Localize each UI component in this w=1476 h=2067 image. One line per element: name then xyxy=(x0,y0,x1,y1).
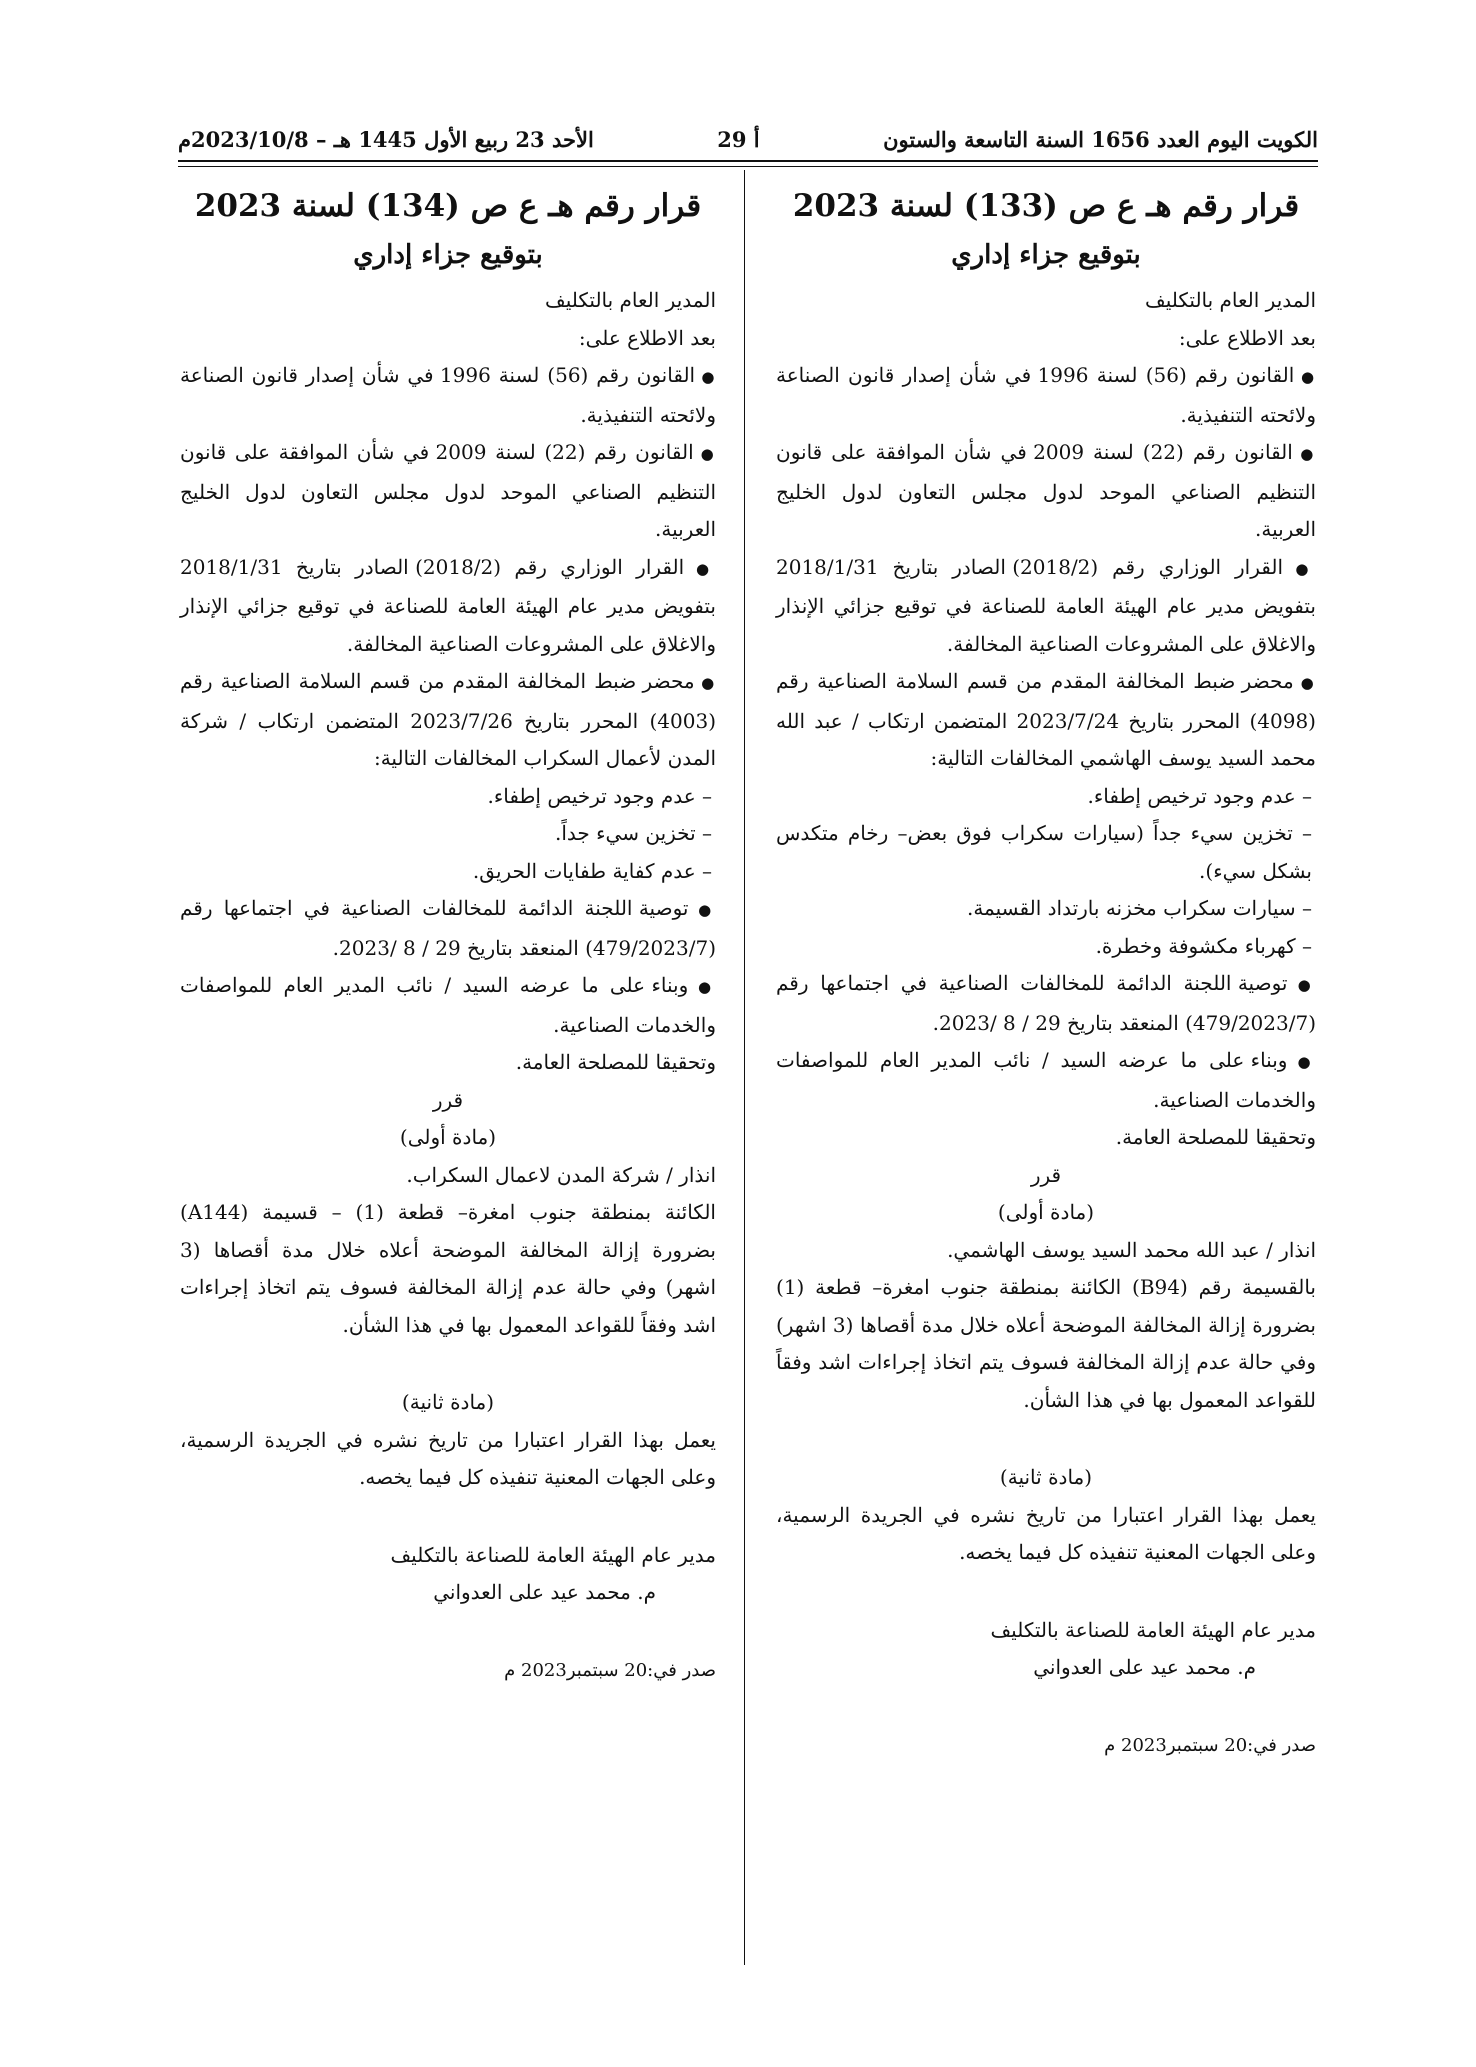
warning-line: انذار / عبد الله محمد السيد يوسف الهاشمي. xyxy=(947,1237,1316,1262)
article-2-text: يعمل بهذا القرار اعتبارا من تاريخ نشره في الجريدة الرسمية، وعلى الجهات المعنية تنفيذه كل فيما يخصه. xyxy=(776,1502,1317,1564)
list-item: ● القانون رقم (22) لسنة 2009 في شأن الموافقة على قانون التنظيم الصناعي الموحد لدول مجلس التعاون لدول الخليج العربية. xyxy=(180,434,716,549)
header-rule xyxy=(178,160,1318,162)
decision-subtitle: بتوقيع جزاء إداري xyxy=(353,240,543,270)
violation-item: – تخزين سيء جداً (سيارات سكراب فوق بعض– رخام متكدس بشكل سيء). xyxy=(776,815,1316,890)
decided-label: قرر xyxy=(432,1087,464,1112)
decision-133 xyxy=(776,180,1316,1764)
decision-title: قرار رقم هـ ع ص (133) لسنة 2023 xyxy=(792,188,1300,224)
article-1-label: (مادة أولى) xyxy=(997,1200,1095,1224)
article-2-label: (مادة ثانية) xyxy=(999,1465,1093,1489)
violation-item: – عدم وجود ترخيص إطفاء. xyxy=(776,778,1316,816)
after-review: بعد الاطلاع على: xyxy=(578,325,716,350)
decision-title: قرار رقم هـ ع ص (134) لسنة 2023 xyxy=(194,188,702,224)
signer-title: مدير عام الهيئة العامة للصناعة بالتكليف xyxy=(390,1542,716,1567)
list-item: ● وبناء على ما عرضه السيد / نائب المدير العام للمواصفات والخدمات الصناعية. xyxy=(776,1042,1316,1119)
article-1-label: (مادة أولى) xyxy=(399,1125,497,1149)
violation-item: – عدم وجود ترخيص إطفاء. xyxy=(180,778,716,816)
decision-subtitle: بتوقيع جزاء إداري xyxy=(951,240,1141,270)
decision-intro: المدير العام بالتكليف xyxy=(1145,288,1316,312)
public-interest: وتحقيقا للمصلحة العامة. xyxy=(1115,1125,1316,1149)
signer-name: م. محمد عيد على العدواني xyxy=(1033,1655,1256,1679)
list-item: ● القرار الوزاري رقم (2018/2) الصادر بتاريخ 2018/1/31 بتفويض مدير عام الهيئة العامة للصناعة في توقيع جزائي الإنذار والاغلاق على المشروعات الصناعية المخالفة. xyxy=(180,549,716,664)
list-item: ● محضر ضبط المخالفة المقدم من قسم السلامة الصناعية رقم (4003) المحرر بتاريخ 2023/7/26 المتضمن ارتكاب / شركة المدن لأعمال السكراب المخالفات التالية: xyxy=(180,663,716,778)
issue-date: صدر في:20 سبتمبر2023 م xyxy=(1104,1734,1316,1756)
list-item: ● محضر ضبط المخالفة المقدم من قسم السلامة الصناعية رقم (4098) المحرر بتاريخ 2023/7/24 المتضمن ارتكاب / عبد الله محمد السيد يوسف الهاشمي المخالفات التالية: xyxy=(776,663,1316,778)
article-1-text: الكائنة بمنطقة جنوب امغرة– قطعة (1) – قسيمة (A144) بضرورة إزالة المخالفة الموضحة أعلاه خلال مدة أقصاها (3 اشهر) وفي حالة عدم إزالة المخالفة فسوف يتم اتخاذ إجراءات اشد وفقاً للقواعد المعمول بها في هذا الشأن. xyxy=(180,1200,716,1337)
header-date: الأحد 23 ربيع الأول 1445 هـ – 2023/10/8م xyxy=(178,126,594,152)
list-item: ● توصية اللجنة الدائمة للمخالفات الصناعية في اجتماعها رقم (479/2023/7) المنعقد بتاريخ 29 / 8 /2023. xyxy=(180,890,716,967)
column-divider xyxy=(744,170,745,1965)
decided-label: قرر xyxy=(1030,1162,1062,1187)
article-2-text: يعمل بهذا القرار اعتبارا من تاريخ نشره في الجريدة الرسمية، وعلى الجهات المعنية تنفيذه كل فيما يخصه. xyxy=(180,1427,716,1489)
warning-line: انذار / شركة المدن لاعمال السكراب. xyxy=(406,1162,716,1187)
public-interest: وتحقيقا للمصلحة العامة. xyxy=(515,1050,716,1074)
signer-title: مدير عام الهيئة العامة للصناعة بالتكليف xyxy=(990,1617,1316,1642)
article-2-label: (مادة ثانية) xyxy=(401,1390,495,1414)
violation-item: – كهرباء مكشوفة وخطرة. xyxy=(776,928,1316,966)
list-item: ● القانون رقم (22) لسنة 2009 في شأن الموافقة على قانون التنظيم الصناعي الموحد لدول مجلس التعاون لدول الخليج العربية. xyxy=(776,434,1316,549)
list-item: ● القانون رقم (56) لسنة 1996 في شأن إصدار قانون الصناعة ولائحته التنفيذية. xyxy=(180,357,716,434)
signer-name: م. محمد عيد على العدواني xyxy=(433,1580,656,1604)
violation-item: – عدم كفاية طفايات الحريق. xyxy=(180,853,716,891)
violation-item: – تخزين سيء جداً. xyxy=(180,815,716,853)
decision-intro: المدير العام بالتكليف xyxy=(545,288,716,312)
after-review: بعد الاطلاع على: xyxy=(1178,325,1316,350)
header-rule-thin xyxy=(178,166,1318,167)
list-item: ● القانون رقم (56) لسنة 1996 في شأن إصدار قانون الصناعة ولائحته التنفيذية. xyxy=(776,357,1316,434)
issue-date: صدر في:20 سبتمبر2023 م xyxy=(504,1659,716,1681)
header-page-number: أ 29 xyxy=(717,126,760,152)
decision-134 xyxy=(180,180,716,1689)
list-item: ● توصية اللجنة الدائمة للمخالفات الصناعية في اجتماعها رقم (479/2023/7) المنعقد بتاريخ 29 / 8 /2023. xyxy=(776,965,1316,1042)
violation-item: – سيارات سكراب مخزنه بارتداد القسيمة. xyxy=(776,890,1316,928)
page-header xyxy=(178,122,1318,156)
article-1-text: بالقسيمة رقم (B94) الكائنة بمنطقة جنوب امغرة– قطعة (1) بضرورة إزالة المخالفة الموضحة أعلاه خلال مدة أقصاها (3 اشهر) وفي حالة عدم إزالة المخالفة فسوف يتم اتخاذ إجراءات اشد وفقاً للقواعد المعمول بها في هذا الشأن. xyxy=(776,1275,1317,1412)
header-issue: الكويت اليوم العدد 1656 السنة التاسعة والستون xyxy=(883,126,1318,152)
list-item: ● القرار الوزاري رقم (2018/2) الصادر بتاريخ 2018/1/31 بتفويض مدير عام الهيئة العامة للصناعة في توقيع جزائي الإنذار والاغلاق على المشروعات الصناعية المخالفة. xyxy=(776,549,1316,664)
list-item: ● وبناء على ما عرضه السيد / نائب المدير العام للمواصفات والخدمات الصناعية. xyxy=(180,967,716,1044)
